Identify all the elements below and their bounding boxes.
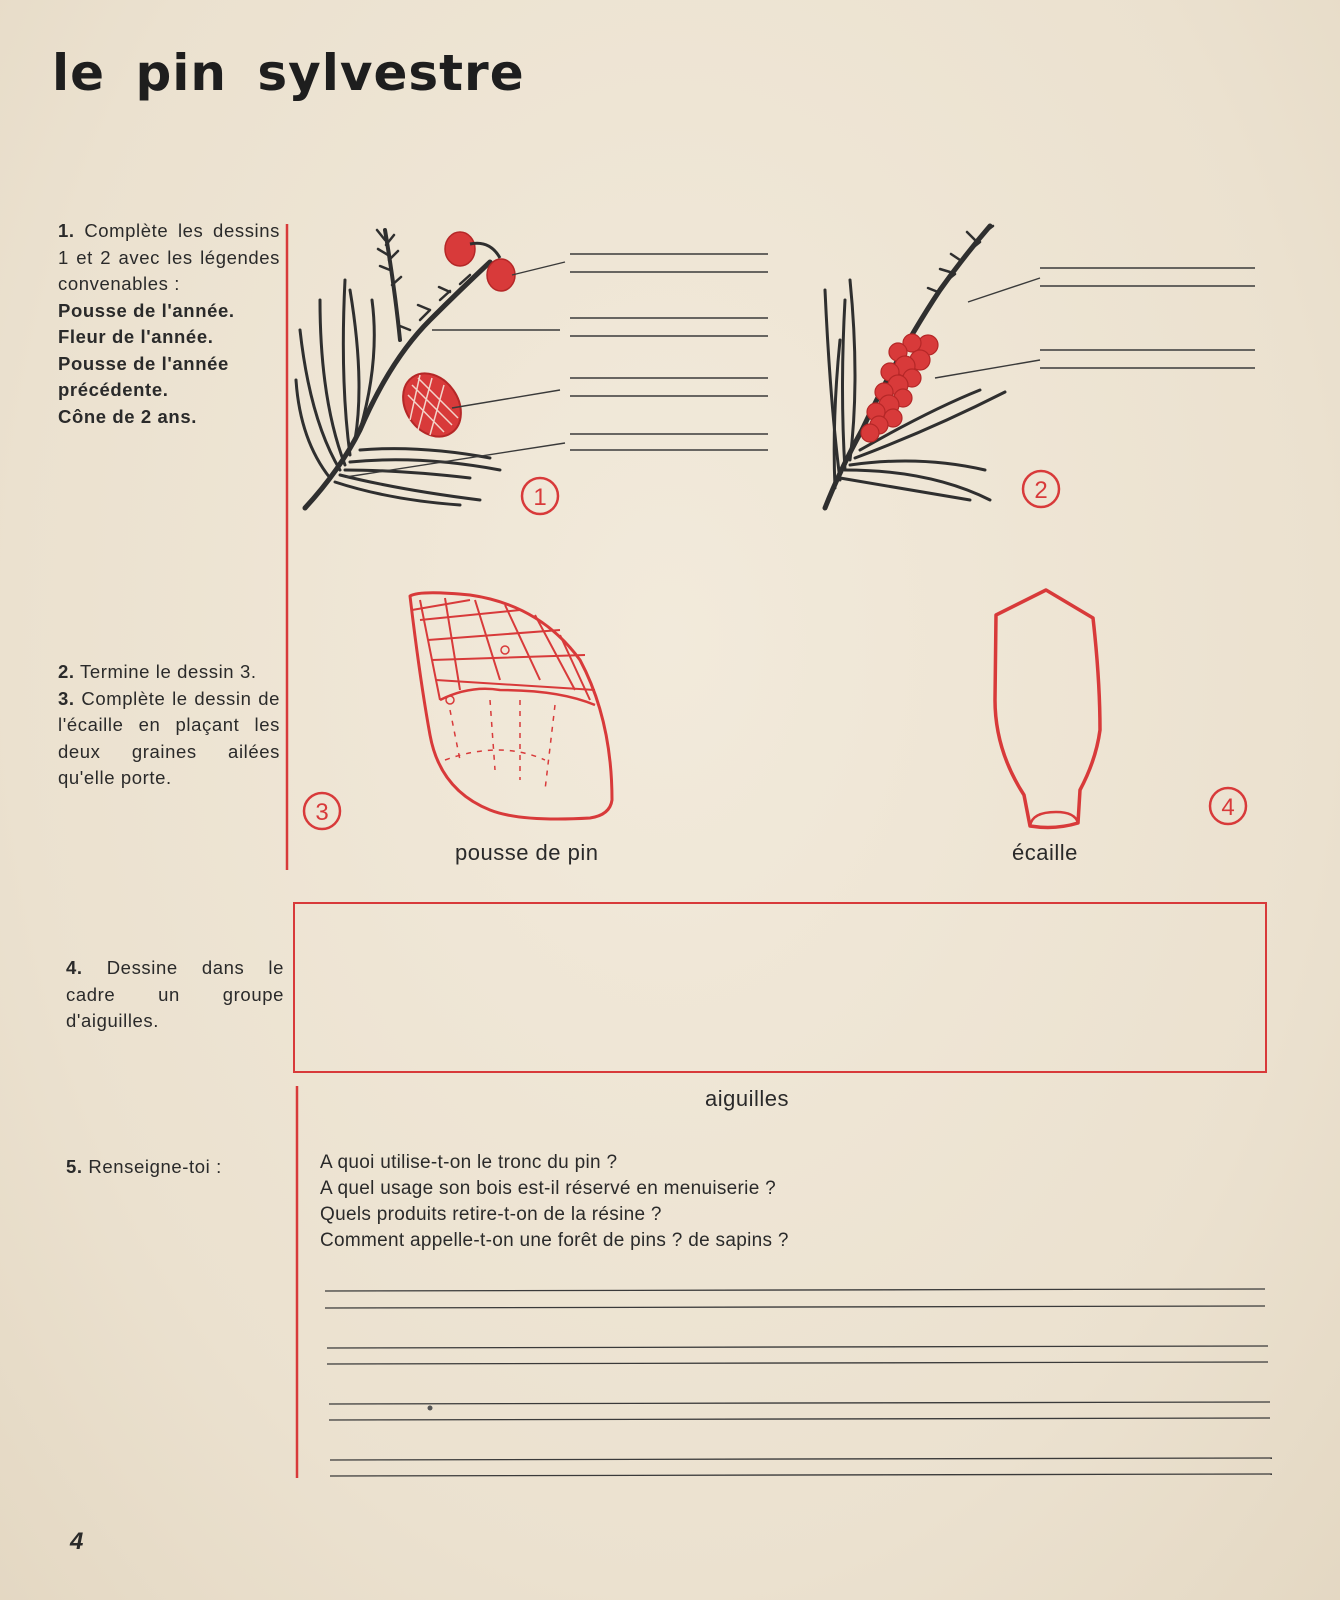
research-question: Comment appelle-t-on une forêt de pins ? de sapins ? xyxy=(320,1230,789,1251)
ink-dot xyxy=(428,1406,433,1411)
pine-branch-1-drawing xyxy=(296,230,500,508)
question-5-number: 5. xyxy=(66,1156,83,1177)
pine-cone-3-drawing xyxy=(410,593,612,819)
figure-2-number-label: 2 xyxy=(1034,477,1048,504)
page-number: 4 xyxy=(70,1528,84,1555)
question-1-text: Complète les dessins 1 et 2 avec les légendes convenables : xyxy=(58,220,280,294)
pine-cone-1 xyxy=(391,362,473,448)
pine-flowers-1 xyxy=(445,232,515,291)
fig1-leader-lines xyxy=(346,254,768,477)
legend-4: Cône de 2 ans. xyxy=(58,405,197,427)
question-3-text: Complète le dessin de l'écaille en plaçant les deux graines ailées qu'elle porte. xyxy=(58,687,280,788)
fig3-caption: pousse de pin xyxy=(455,840,599,865)
scale-4-drawing xyxy=(995,590,1100,827)
question-4-number: 4. xyxy=(66,957,83,978)
legend-3: Pousse de l'année précédente. xyxy=(58,352,229,400)
research-question: Quels produits retire-t-on de la résine ? xyxy=(320,1204,662,1225)
answer-lines xyxy=(325,1289,1272,1476)
frame-caption: aiguilles xyxy=(705,1086,789,1111)
question-1-number: 1. xyxy=(58,220,75,241)
page-title: le pin sylvestre xyxy=(52,44,525,102)
research-question: A quoi utilise-t-on le tronc du pin ? xyxy=(320,1152,618,1173)
question-5-text: Renseigne-toi : xyxy=(88,1156,222,1177)
figure-1-number-label: 1 xyxy=(533,484,547,511)
legend-2: Fleur de l'année. xyxy=(58,326,214,347)
question-2-text: Termine le dessin 3. xyxy=(80,661,257,682)
fig2-leader-lines xyxy=(935,268,1255,378)
figure-4-number-label: 4 xyxy=(1221,794,1235,821)
male-flowers-2 xyxy=(861,334,938,442)
question-2-number: 2. xyxy=(58,661,75,682)
research-question: A quel usage son bois est-il réservé en menuiserie ? xyxy=(320,1178,777,1199)
legend-1: Pousse de l'année. xyxy=(58,299,235,321)
fig4-caption: écaille xyxy=(1012,840,1078,865)
question-3-number: 3. xyxy=(58,687,75,709)
figure-3-number-label: 3 xyxy=(315,799,329,826)
question-4-text: Dessine dans le cadre un groupe d'aiguilles. xyxy=(66,957,284,1031)
